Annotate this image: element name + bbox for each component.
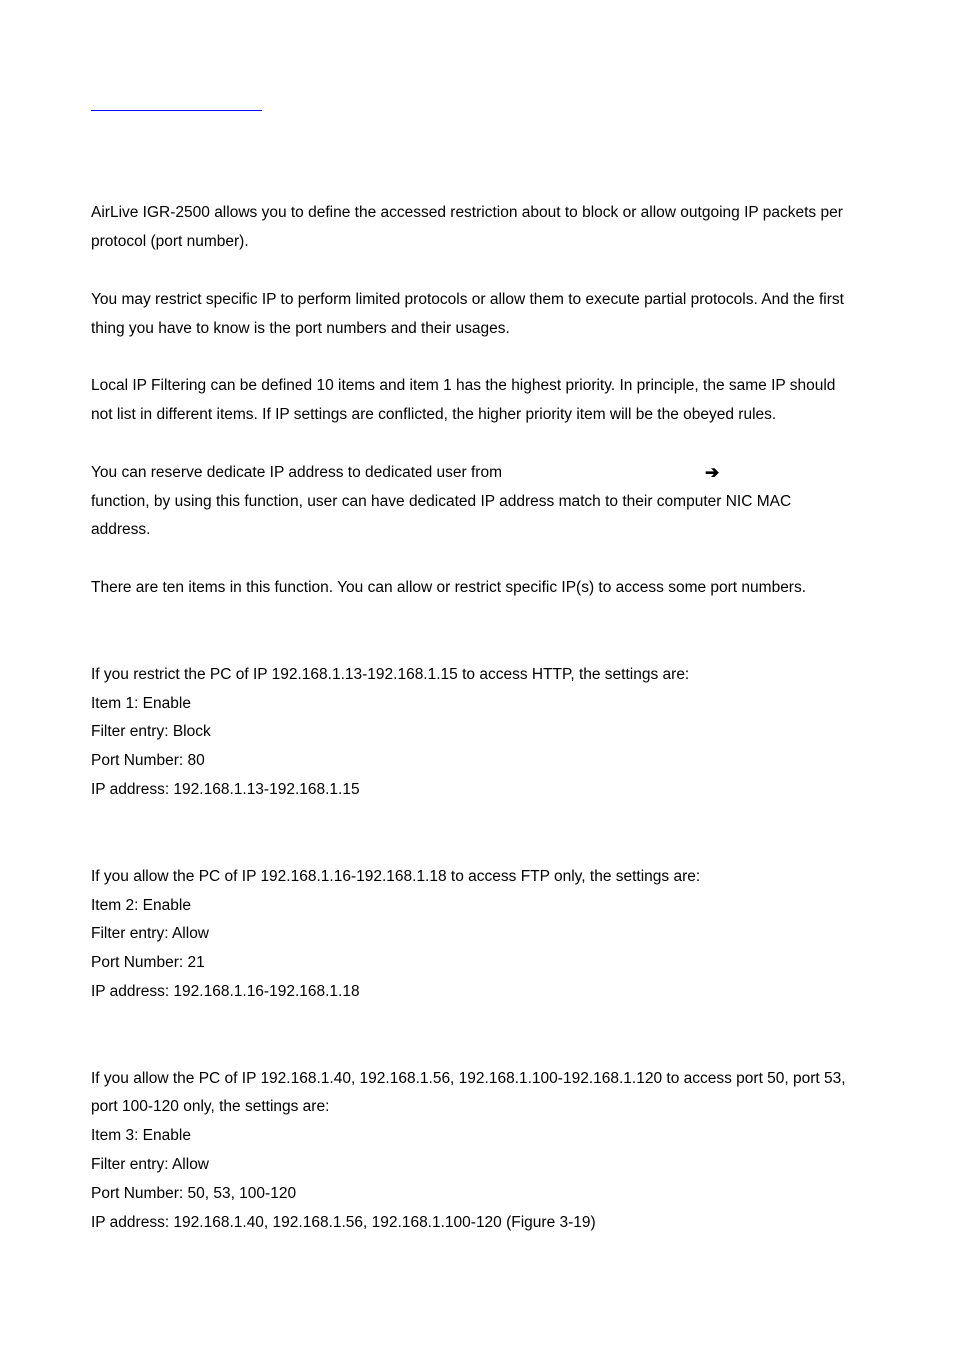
example2-ip: IP address: 192.168.1.16-192.168.1.18 bbox=[91, 983, 360, 1000]
example3-intro: If you allow the PC of IP 192.168.1.40, 192.168.1.56, 192.168.1.100-192.168.1.120 to access port 50, port 53, bbox=[91, 1070, 846, 1087]
paragraph-line-2: protocol (port number). bbox=[91, 233, 249, 250]
example2-filter: Filter entry: Allow bbox=[91, 925, 210, 942]
example3-ip: IP address: 192.168.1.40, 192.168.1.56, 192.168.1.100-120 (Figure 3-19) bbox=[91, 1214, 596, 1231]
paragraph-line-3: You may restrict specific IP to perform limited protocols or allow them to execute partial protocols. And the first bbox=[91, 291, 844, 308]
example3-intro-cont: port 100-120 only, the settings are: bbox=[91, 1098, 330, 1115]
paragraph-line-9: address. bbox=[91, 521, 151, 538]
example3-port: Port Number: 50, 53, 100-120 bbox=[91, 1185, 297, 1202]
paragraph-line-6: not list in different items. If IP settings are conflicted, the higher priority item will be the obeyed rules. bbox=[91, 406, 777, 423]
example2-port: Port Number: 21 bbox=[91, 954, 205, 971]
paragraph-line-5: Local IP Filtering can be defined 10 items and item 1 has the highest priority. In principle, the same IP should bbox=[91, 377, 836, 394]
example3-filter: Filter entry: Allow bbox=[91, 1156, 210, 1173]
example1-intro: If you restrict the PC of IP 192.168.1.13-192.168.1.15 to access HTTP, the settings are: bbox=[91, 666, 690, 683]
example1-ip: IP address: 192.168.1.13-192.168.1.15 bbox=[91, 781, 360, 798]
example2-item: Item 2: Enable bbox=[91, 897, 191, 914]
example1-filter: Filter entry: Block bbox=[91, 723, 211, 740]
paragraph-line-1: AirLive IGR-2500 allows you to define the accessed restriction about to block or allow outgoing IP packets per bbox=[91, 204, 843, 221]
example1-port: Port Number: 80 bbox=[91, 752, 205, 769]
example3-item: Item 3: Enable bbox=[91, 1127, 191, 1144]
paragraph-line-4: thing you have to know is the port numbers and their usages. bbox=[91, 320, 510, 337]
paragraph-line-10: There are ten items in this function. You can allow or restrict specific IP(s) to access some port numbers. bbox=[91, 579, 807, 596]
right-arrow-icon: ➔ bbox=[705, 463, 720, 482]
example2-intro: If you allow the PC of IP 192.168.1.16-192.168.1.18 to access FTP only, the settings are: bbox=[91, 868, 701, 885]
example1-item: Item 1: Enable bbox=[91, 695, 191, 712]
paragraph-line-7: You can reserve dedicate IP address to dedicated user from bbox=[91, 464, 502, 481]
paragraph-line-8: function, by using this function, user can have dedicated IP address match to their computer NIC MAC bbox=[91, 493, 792, 510]
section-link-underline[interactable] bbox=[91, 110, 262, 111]
